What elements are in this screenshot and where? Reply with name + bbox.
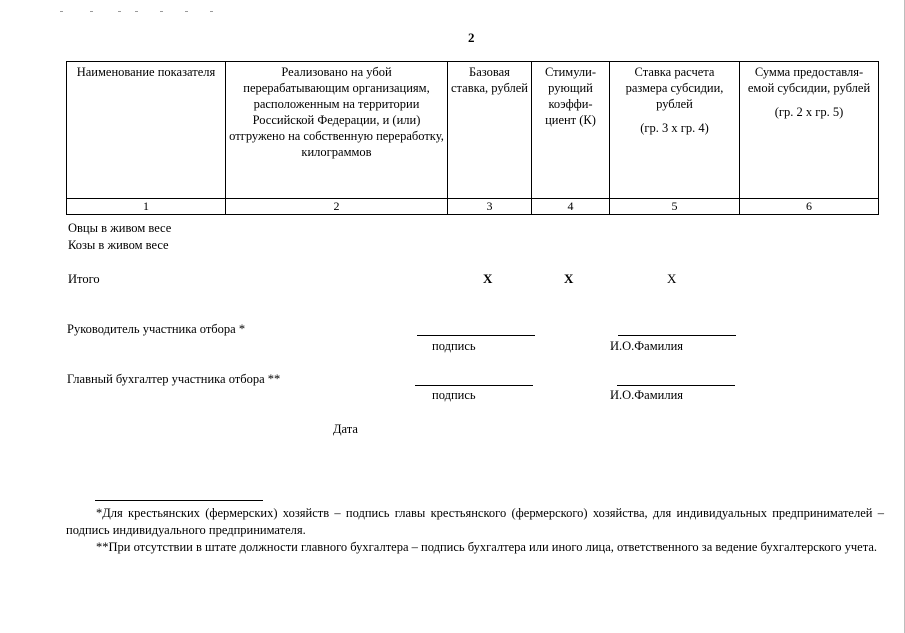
header-subsidy-amount-title: Сумма предоставля-емой субсидии, рублей [747, 65, 871, 95]
accountant-name-caption: И.О.Фамилия [610, 388, 684, 402]
head-name-line [618, 335, 736, 336]
header-base-rate: Базовая ставка, рублей [448, 62, 532, 199]
header-sold-kg: Реализовано на убой перерабатывающим организациям, расположенным на территории Российской Федерации, и (или) отгружено на собственную переработку, килограммов [226, 62, 448, 199]
column-number: 6 [740, 199, 879, 215]
head-signature-line [417, 335, 535, 336]
column-number: 5 [610, 199, 740, 215]
accountant-signature-line [415, 385, 533, 386]
column-number: 2 [226, 199, 448, 215]
column-number: 1 [67, 199, 226, 215]
total-x-mark-col3: X [483, 271, 493, 286]
table-header-row [67, 62, 879, 199]
header-subsidy-amount-formula: (гр. 2 х гр. 5) [774, 105, 844, 119]
column-number-row [67, 199, 879, 215]
header-coefficient: Стимули-рующий коэффи-циент (К) [532, 62, 610, 199]
header-subsidy-amount [740, 62, 879, 199]
row-label-sheep: Овцы в живом весе [68, 221, 172, 235]
accountant-name-line [617, 385, 735, 386]
total-x-mark-col4: X [564, 271, 574, 286]
header-subsidy-rate [610, 62, 740, 199]
row-label-goats: Козы в живом весе [68, 238, 169, 252]
head-signatory-label: Руководитель участника отбора * [67, 322, 246, 336]
head-signature-caption: подпись [432, 339, 476, 353]
footnote-1: *Для крестьянских (фермерских) хозяйств – подпись главы крестьянского (фермерского) хозяйства, для индивидуальных предпринимателей – подпись индивидуального предпринимателя. [66, 506, 884, 537]
footnote-separator [95, 500, 263, 501]
column-number: 4 [532, 199, 610, 215]
accountant-signatory-label: Главный бухгалтер участника отбора ** [67, 372, 281, 386]
total-x-mark-col5: Х [667, 271, 677, 286]
scan-speckle [60, 8, 220, 14]
header-subsidy-rate-formula: (гр. 3 х гр. 4) [640, 121, 709, 135]
footnote-2: **При отсутствии в штате должности главного бухгалтера – подпись бухгалтера или иного лица, ответственного за ведение бухгалтерского учета. [96, 540, 878, 554]
header-subsidy-rate-title: Ставка расчета размера субсидии, рублей [625, 65, 724, 111]
accountant-signature-caption: подпись [432, 388, 476, 402]
column-number: 3 [448, 199, 532, 215]
header-indicator-name: Наименование показателя [67, 62, 226, 199]
subsidy-table [66, 61, 879, 215]
head-name-caption: И.О.Фамилия [610, 339, 684, 353]
date-label: Дата [333, 422, 358, 436]
total-label: Итого [68, 272, 100, 286]
page-number: 2 [468, 30, 475, 45]
